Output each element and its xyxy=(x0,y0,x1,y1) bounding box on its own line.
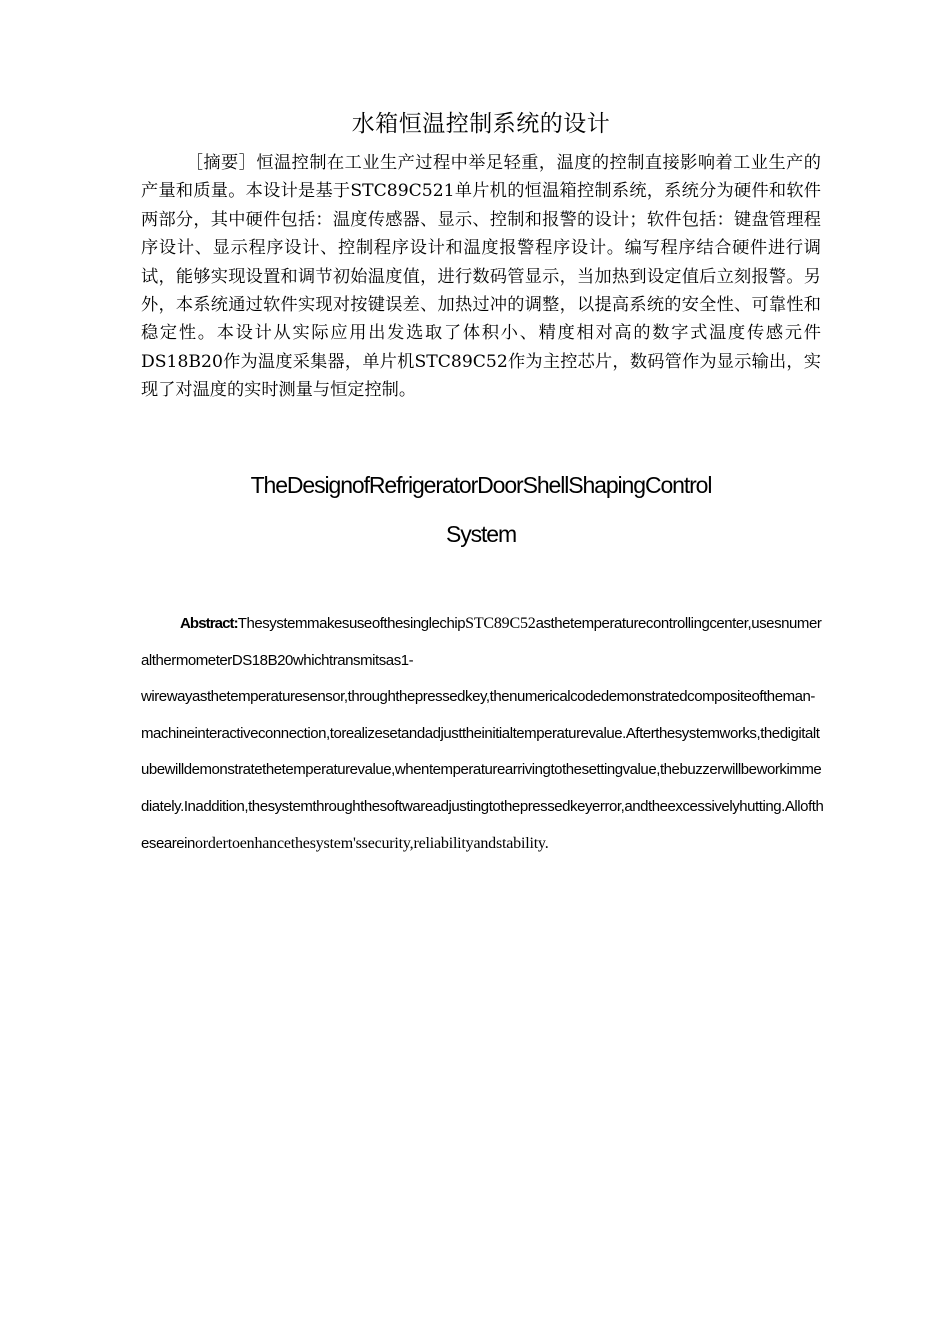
english-abstract-text-5: ordertoenhancethesystem'ssecurity,reliabilityandstability. xyxy=(194,834,549,852)
english-abstract-label: Abstract: xyxy=(180,615,238,632)
chinese-abstract-label: ［摘要］ xyxy=(185,153,257,173)
english-abstract-text-2: asthetemperaturecontrollingcenter,usesnumeralthermometerDS18B20whichtransmitsas1- xyxy=(141,615,822,669)
english-abstract-text-1: Thesystemmakesuseofthesinglechip xyxy=(237,615,466,632)
english-abstract-text-4: machineinteractiveconnection,torealizesetandadjusttheinitialtemperaturevalue.Afterthesystemworks,thedigitaltubewilldemonstratethetemperaturevalue,whentemperaturearrivingtothesettingvalue,thebuzzerwillbeworkimmediately.Inaddition,thesystemthroughthesoftwareadjustingtothepressedkeyerror,andtheexcessivelyhutting.Allofthesearein xyxy=(141,724,824,852)
english-title-line1: TheDesignofRefrigeratorDoorShellShapingControl xyxy=(250,472,712,498)
english-abstract-text-3: wirewayasthetemperaturesensor,throughthepressedkey,thenumericalcodedemonstratedcompositeoftheman- xyxy=(141,688,815,706)
english-abstract xyxy=(141,606,824,862)
chinese-abstract xyxy=(141,149,821,405)
english-abstract-chip-name: STC89C52 xyxy=(465,615,536,632)
english-title-line2: System xyxy=(445,521,517,547)
chinese-abstract-text: 恒温控制在工业生产过程中举足轻重，温度的控制直接影响着工业生产的产量和质量。本设计是基于STC89C521单片机的恒温箱控制系统，系统分为硬件和软件两部分，其中硬件包括：温度传感器、显示、控制和报警的设计；软件包括：键盘管理程序设计、显示程序设计、控制程序设计和温度报警程序设计。编写程序结合硬件进行调试，能够实现设置和调节初始温度值，进行数码管显示，当加热到设定值后立刻报警。另外，本系统通过软件实现对按键误差、加热过冲的调整，以提高系统的安全性、可靠性和稳定性。本设计从实际应用出发选取了体积小、精度相对高的数字式温度传感元件DS18B20作为温度采集器，单片机STC89C52作为主控芯片，数码管作为显示输出，实现了对温度的实时测量与恒定控制。 xyxy=(141,153,821,401)
chinese-title: 水箱恒温控制系统的设计 xyxy=(351,111,611,137)
